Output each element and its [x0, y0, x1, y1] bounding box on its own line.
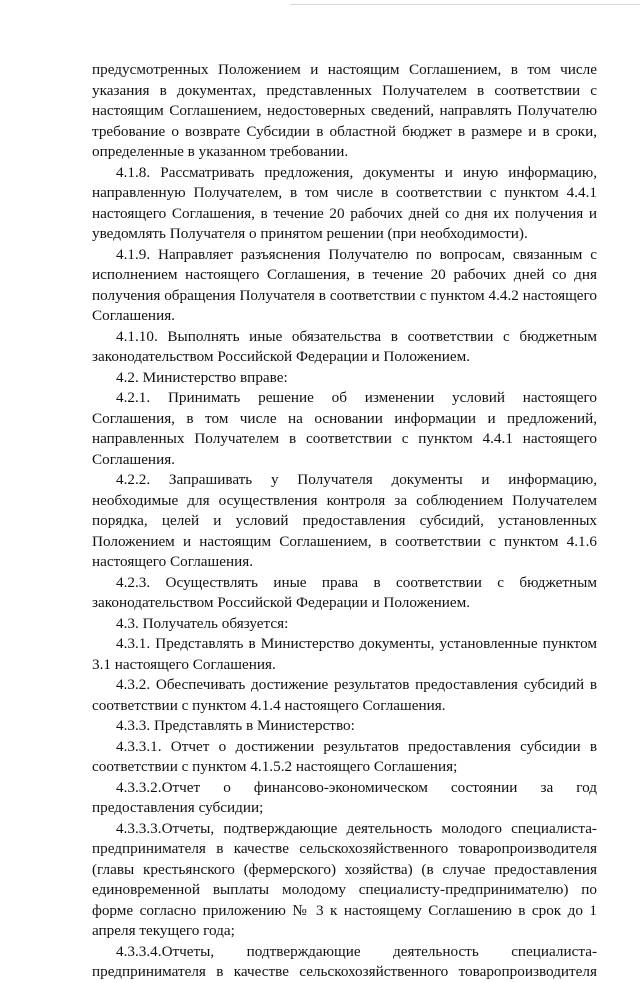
clause-4-1-10: 4.1.10. Выполнять иные обязательства в соответствии с бюджетным [116, 327, 597, 345]
text-line: форме согласно приложению № 3 к настоящему Соглашению в срок до 1 [92, 901, 597, 919]
document-body [92, 60, 597, 983]
text-line: предпринимателя в качестве сельскохозяйственного товаропроизводителя [92, 963, 597, 980]
text-line: настоящего Соглашения, в течение 20 рабочих дней со дня их получения и [92, 204, 597, 222]
text-line: исполнением настоящего Соглашения, в течение 20 рабочих дней со дня [92, 266, 597, 283]
text-line: Соглашения, в том числе на основании информации и предложений, [92, 409, 597, 427]
clause-4-2-3: 4.2.3. Осуществлять иные права в соответствии с бюджетным [116, 573, 597, 591]
text-line: необходимые для осуществления контроля за соблюдением Получателем [92, 491, 597, 509]
clause-4-3-1: 4.3.1. Представлять в Министерство документы, установленные пунктом [116, 635, 597, 652]
text-line: (главы крестьянского (фермерского) хозяйства) (в случае предоставления [92, 860, 597, 878]
clause-4-3: 4.3. Получатель обязуется: [116, 614, 289, 632]
text-line: апреля текущего года; [92, 922, 235, 939]
top-divider [290, 4, 640, 5]
text-line: получения обращения Получателя в соответствии с пунктом 4.4.2 настоящего [92, 286, 597, 304]
text-line: направленную Получателем, в том числе в соответствии с пунктом 4.4.1 [92, 184, 597, 201]
clause-4-2: 4.2. Министерство вправе: [116, 368, 288, 386]
text-line: предоставления субсидии; [92, 799, 264, 816]
clause-4-3-3-4: 4.3.3.4.Отчеты, подтверждающие деятельность специалиста- [116, 942, 597, 960]
text-line: 3.1 настоящего Соглашения. [92, 655, 276, 673]
text-line: соответствии с пунктом 4.1.5.2 настоящего Соглашения; [92, 758, 458, 775]
text-line: настоящего Соглашения. [92, 553, 253, 570]
clause-4-2-2: 4.2.2. Запрашивать у Получателя документы и информацию, [116, 471, 597, 488]
clause-4-1-9: 4.1.9. Направляет разъяснения Получателю по вопросам, связанным с [116, 245, 597, 263]
text-line: соответствии с пунктом 4.1.4 настоящего Соглашения. [92, 696, 446, 714]
text-line: предпринимателя в качестве сельскохозяйственного товаропроизводителя [92, 840, 597, 857]
text-line: Положением и настоящим Соглашением, в соответствии с пунктом 4.1.6 [92, 532, 597, 550]
text-line: Соглашения. [92, 450, 175, 468]
text-line: законодательством Российской Федерации и Положением. [92, 594, 471, 611]
text-line: указания в документах, представленных Получателем в соответствии с [92, 81, 597, 99]
text-line: настоящим Соглашением, недостоверных сведений, направлять Получателю [92, 102, 597, 119]
text-line: требование о возврате Субсидии в областной бюджет в размере и в сроки, [92, 122, 597, 140]
clause-4-2-1: 4.2.1. Принимать решение об изменении условий настоящего [116, 389, 597, 406]
clause-4-1-8: 4.1.8. Рассматривать предложения, документы и иную информацию, [116, 163, 597, 181]
text-line: предусмотренных Положением и настоящим Соглашением, в том числе [92, 61, 597, 78]
text-line: порядка, целей и условий предоставления субсидий, установленных [92, 512, 597, 529]
text-line: законодательством Российской Федерации и Положением. [92, 348, 471, 365]
clause-4-3-3-3: 4.3.3.3.Отчеты, подтверждающие деятельность молодого специалиста- [116, 819, 597, 837]
text-line: единовременной выплаты молодому специалисту-предпринимателю) по [92, 881, 597, 898]
clause-4-3-3-1: 4.3.3.1. Отчет о достижении результатов предоставления субсидии в [116, 737, 597, 755]
text-line: Соглашения. [92, 307, 175, 324]
clause-4-3-2: 4.3.2. Обеспечивать достижение результатов предоставления субсидий в [116, 676, 597, 693]
text-line: направленных Получателем в соответствии с пунктом 4.4.1 настоящего [92, 430, 597, 447]
text-line: определенные в указанном требовании. [92, 143, 349, 160]
text-line: уведомлять Получателя о принятом решении (при необходимости). [92, 225, 528, 242]
clause-4-3-3-2: 4.3.3.2.Отчет о финансово-экономическом состоянии за год [116, 778, 597, 796]
clause-4-3-3: 4.3.3. Представлять в Министерство: [116, 717, 355, 734]
